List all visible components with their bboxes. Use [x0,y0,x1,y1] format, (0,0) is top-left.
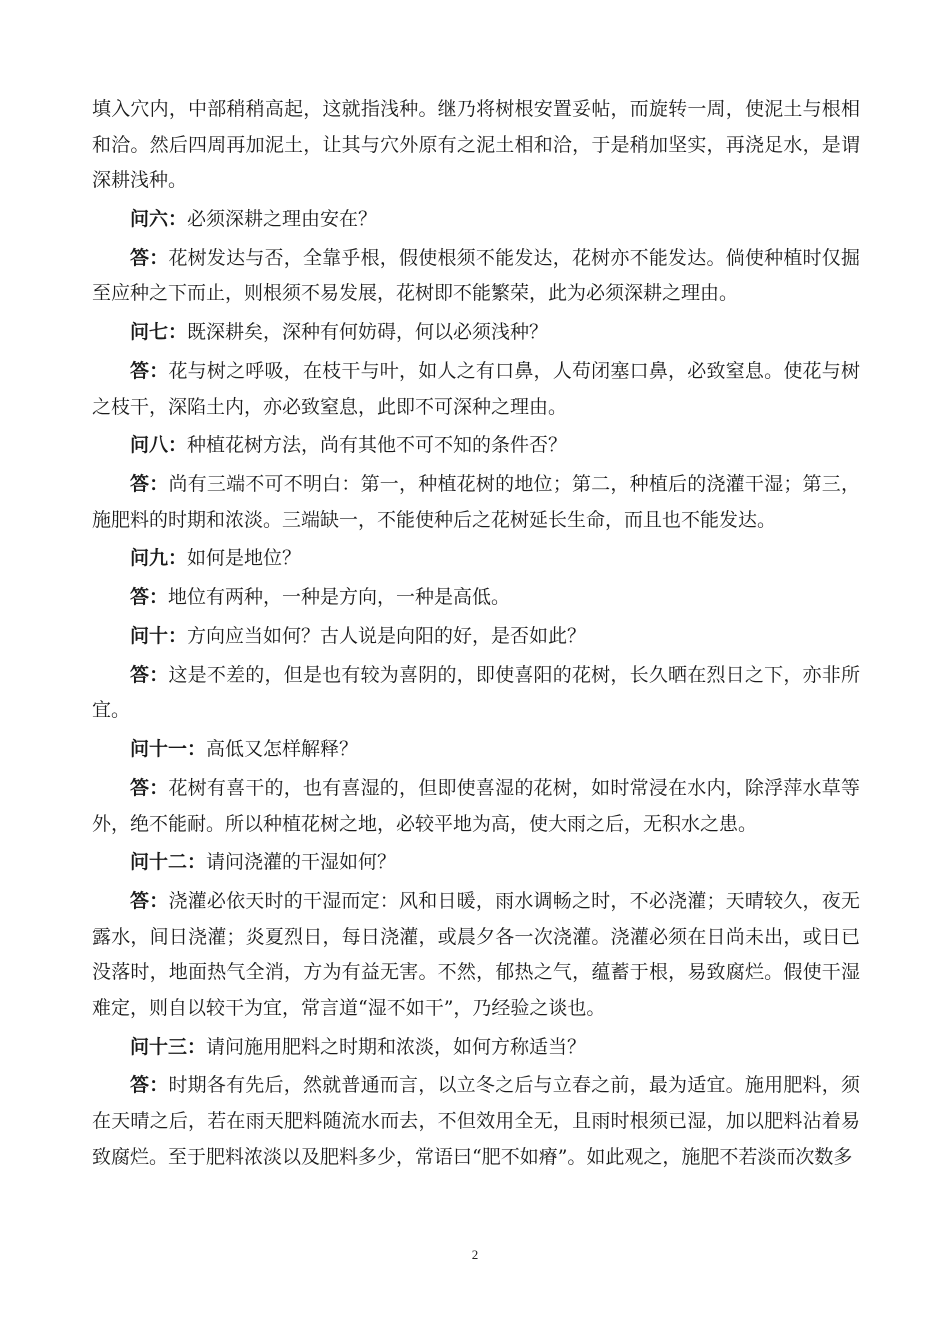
question-10 [92,619,860,655]
question-9 [92,541,860,577]
question-text: 如何是地位？ [187,547,302,570]
answer-text: 尚有三端不可不明白：第一，种植花树的地位；第二，种植后的浇灌干湿；第三，施肥料的时期和浓淡。三端缺一，不能使种后之花树延长生命，而且也不能发达。 [92,473,860,531]
question-label: 问八： [130,434,188,457]
question-label: 问七： [130,321,188,344]
question-text: 请问浇灌的干湿如何？ [206,851,397,874]
question-text: 必须深耕之理由安在？ [187,207,378,230]
answer-6 [92,241,860,312]
question-11 [92,732,860,768]
answer-text: 地位有两种，一种是方向，一种是高低。 [168,586,511,609]
question-label: 问六： [130,207,188,230]
answer-label: 答： [130,246,169,269]
question-text: 请问施用肥料之时期和浓淡，如何方称适当？ [206,1035,587,1058]
answer-label: 答： [130,359,169,382]
answer-9 [92,580,860,616]
question-12 [92,845,860,881]
answer-label: 答： [130,473,169,496]
answer-label: 答： [130,890,169,913]
answer-text: 浇灌必依天时的干湿而定：风和日暖，雨水调畅之时，不必浇灌；天晴较久，夜无露水，间日浇灌；炎夏烈日，每日浇灌，或晨夕各一次浇灌。浇灌必须在日尚未出，或日已没落时，地面热气全消，方为有益无害。不然，郁热之气，蕴蓄于根，易致腐烂。假使干湿难定，则自以较干为宜，常言道“湿不如干”，乃经验之谈也。 [92,890,860,1019]
answer-label: 答： [130,776,169,799]
answer-10 [92,658,860,729]
answer-text: 花与树之呼吸，在枝干与叶，如人之有口鼻，人苟闭塞口鼻，必致窒息。使花与树之枝干，深陷土内，亦必致窒息，此即不可深种之理由。 [92,359,860,418]
answer-text: 花树发达与否，全靠乎根，假使根须不能发达，花树亦不能发达。倘使种植时仅掘至应种之下而止，则根须不易发展，花树即不能繁荣，此为必须深耕之理由。 [92,246,860,305]
answer-8 [92,467,860,538]
question-6 [92,202,860,238]
question-text: 既深耕矣，深种有何妨碍，何以必须浅种？ [187,321,549,344]
answer-11 [92,771,860,842]
question-text: 种植花树方法，尚有其他不可不知的条件否？ [187,434,568,457]
page-number: 2 [471,1247,479,1262]
answer-label: 答： [130,586,169,609]
question-text: 方向应当如何？古人说是向阳的好，是否如此？ [187,625,587,647]
answer-13 [92,1068,860,1175]
answer-12 [92,884,860,1026]
answer-text: 花树有喜干的，也有喜湿的，但即使喜湿的花树，如时常浸在水内，除浮萍水草等外，绝不能耐。所以种植花树之地，必较平地为高，使大雨之后，无积水之患。 [92,776,860,835]
question-label: 问十： [130,625,188,647]
question-label: 问十一： [130,738,207,761]
answer-label: 答： [130,663,169,686]
answer-text: 这是不差的，但是也有较为喜阴的，即使喜阳的花树，长久晒在烈日之下，亦非所宜。 [92,663,860,722]
question-7 [92,315,860,351]
question-label: 问九： [130,547,188,570]
question-8 [92,428,860,464]
answer-label: 答： [130,1074,169,1097]
question-label: 问十二： [130,851,207,874]
paragraph-text: 填入穴内，中部稍稍高起，这就指浅种。继乃将树根安置妥帖，而旋转一周，使泥土与根相和洽。然后四周再加泥土，让其与穴外原有之泥土相和洽，于是稍加坚实，再浇足水，是谓深耕浅种。 [92,98,860,192]
question-label: 问十三： [130,1035,207,1058]
body-text [92,92,860,1178]
paragraph-continuation [92,92,860,199]
question-13 [92,1030,860,1066]
question-text: 高低又怎样解释？ [206,738,359,761]
answer-7 [92,354,860,425]
answer-text: 时期各有先后，然就普通而言，以立冬之后与立春之前，最为适宜。施用肥料，须在天晴之后，若在雨天肥料随流水而去，不但效用全无，且雨时根须已湿，加以肥料沾着易致腐烂。至于肥料浓淡以及肥料多少，常语曰“肥不如瘠”。如此观之，施肥不若淡而次数多 [92,1074,860,1168]
